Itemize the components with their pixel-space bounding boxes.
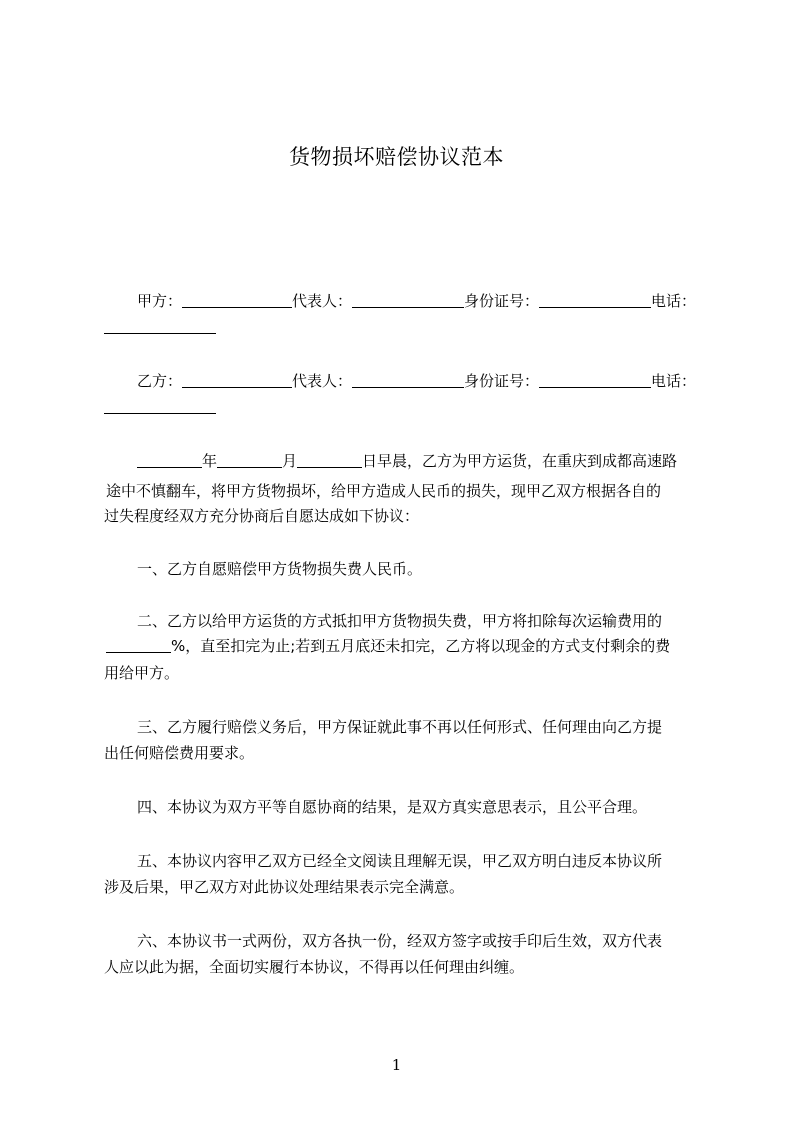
party-a-rep-blank xyxy=(352,293,464,308)
party-a-phone-line xyxy=(104,316,216,338)
clause-6-line-1: 六、本协议书一式两份，双方各执一份，经双方签字或按手印后生效，双方代表 xyxy=(137,932,663,950)
page-number: 1 xyxy=(391,1056,402,1074)
clause-6-line-2: 人应以此为据，全面切实履行本协议，不得再以任何理由纠缠。 xyxy=(104,958,525,976)
party-a-id-label: 身份证号： xyxy=(464,292,540,310)
intro-day-text: 日早晨，乙方为甲方运货，在重庆到成都高速路 xyxy=(362,452,678,470)
clause-2-line-3: 用给甲方。 xyxy=(104,664,180,682)
month-blank xyxy=(217,453,282,468)
year-blank xyxy=(137,453,202,468)
clause-5-line-2: 涉及后果，甲乙双方对此协议处理结果表示完全满意。 xyxy=(104,878,465,896)
intro-line-3: 过失程度经双方充分协商后自愿达成如下协议： xyxy=(104,507,420,525)
clause-2-line-2 xyxy=(106,635,670,657)
document-title: 货物损坏赔偿协议范本 xyxy=(289,145,504,169)
party-b-label: 乙方： xyxy=(137,372,183,390)
clause-3-line-2: 出任何赔偿费用要求。 xyxy=(104,744,255,762)
clause-1: 一、乙方自愿赔偿甲方货物损失费人民币。 xyxy=(137,560,423,578)
party-a-rep-label: 代表人： xyxy=(292,292,353,310)
year-label: 年 xyxy=(202,452,218,470)
intro-line-2: 途中不慎翻车，将甲方货物损坏，给甲方造成人民币的损失，现甲乙双方根据各自的 xyxy=(106,482,662,500)
party-a-name-blank xyxy=(182,293,292,308)
month-label: 月 xyxy=(282,452,298,470)
intro-line-1 xyxy=(137,450,677,472)
clause-5-line-1: 五、本协议内容甲乙双方已经全文阅读且理解无误，甲乙双方明白违反本协议所 xyxy=(137,852,663,870)
party-b-id-blank xyxy=(539,373,651,388)
party-b-name-blank xyxy=(182,373,292,388)
party-b-phone-blank xyxy=(104,399,216,414)
party-b-rep-label: 代表人： xyxy=(292,372,353,390)
party-a-id-blank xyxy=(539,293,651,308)
party-b-id-label: 身份证号： xyxy=(464,372,540,390)
party-a-line xyxy=(137,290,696,312)
clause-3-line-1: 三、乙方履行赔偿义务后，甲方保证就此事不再以任何形式、任何理由向乙方提 xyxy=(137,718,663,736)
percent-blank xyxy=(106,638,171,653)
clause-4: 四、本协议为双方平等自愿协商的结果，是双方真实意思表示，且公平合理。 xyxy=(137,798,648,816)
clause-2-line-1: 二、乙方以给甲方运货的方式抵扣甲方货物损失费，甲方将扣除每次运输费用的 xyxy=(137,612,663,630)
clause-2-line-2-text: %，直至扣完为止;若到五月底还未扣完，乙方将以现金的方式支付剩余的费 xyxy=(171,637,671,655)
day-blank xyxy=(297,453,362,468)
party-b-phone-label: 电话： xyxy=(651,372,697,390)
party-a-label: 甲方： xyxy=(137,292,183,310)
party-a-phone-label: 电话： xyxy=(651,292,697,310)
party-b-rep-blank xyxy=(352,373,464,388)
party-b-line xyxy=(137,370,696,392)
party-b-phone-line xyxy=(104,396,216,418)
party-a-phone-blank xyxy=(104,319,216,334)
